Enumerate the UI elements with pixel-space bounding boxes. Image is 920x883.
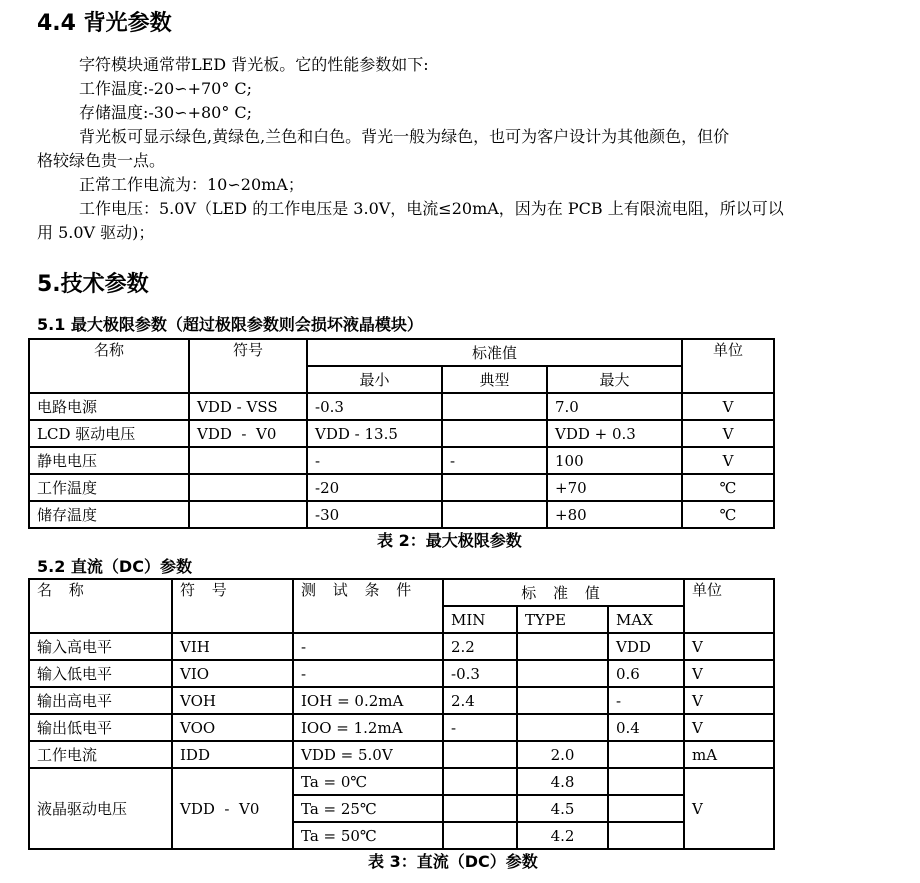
row-max [608, 795, 684, 822]
table-row [29, 633, 774, 660]
table-row [29, 501, 774, 528]
backlight-line-6: 正常工作电流为：10∽20mA； [79, 175, 304, 194]
row-unit: V [684, 714, 774, 741]
section-5-title: 5.技术参数 [37, 272, 149, 297]
row-max: - [608, 687, 684, 714]
row-max: +80 [547, 501, 682, 528]
header-min: 最小 [307, 366, 442, 393]
row-max: 0.4 [608, 714, 684, 741]
row-typ [442, 420, 547, 447]
table-row [29, 474, 774, 501]
row-typ: 4.8 [517, 768, 608, 795]
header-symbol: 符号 [189, 339, 307, 393]
row-typ [517, 633, 608, 660]
max-limits-table [28, 338, 775, 529]
row-unit: ℃ [682, 501, 774, 528]
backlight-line-1: 字符模块通常带LED 背光板。它的性能参数如下: [79, 55, 429, 74]
row-symbol: VIO [172, 660, 293, 687]
table-2-caption: 表 2：最大极限参数 [377, 531, 522, 550]
lcd-drive-symbol: VDD - V0 [172, 768, 293, 849]
table-row [29, 393, 774, 420]
row-name: 工作温度 [29, 474, 189, 501]
row-min: -30 [307, 501, 442, 528]
row-name: 输入低电平 [29, 660, 172, 687]
row-name: 工作电流 [29, 741, 172, 768]
row-condition: Ta = 50℃ [293, 822, 443, 849]
row-max [608, 768, 684, 795]
header-name: 名 称 [29, 579, 172, 633]
backlight-paragraph [37, 53, 892, 245]
lcd-drive-unit: V [684, 768, 774, 849]
row-typ [442, 474, 547, 501]
row-symbol [189, 447, 307, 474]
row-symbol [189, 474, 307, 501]
dc-params-table [28, 578, 775, 850]
row-max [608, 822, 684, 849]
row-unit: V [684, 660, 774, 687]
lcd-drive-name: 液晶驱动电压 [29, 768, 172, 849]
header-symbol: 符 号 [172, 579, 293, 633]
row-unit: V [684, 633, 774, 660]
row-symbol: VDD - V0 [189, 420, 307, 447]
backlight-line-2: 工作温度:-20∽+70° C; [79, 79, 253, 98]
row-condition: - [293, 660, 443, 687]
row-unit: V [682, 393, 774, 420]
row-max: 100 [547, 447, 682, 474]
header-standard: 标 准 值 [443, 579, 684, 606]
section-5-1-title: 5.1 最大极限参数（超过极限参数则会损坏液晶模块） [37, 315, 423, 334]
backlight-line-4: 背光板可显示绿色,黄绿色,兰色和白色。背光一般为绿色，也可为客户设计为其他颜色，但价 [79, 127, 730, 146]
row-symbol: VOO [172, 714, 293, 741]
header-name: 名称 [29, 339, 189, 393]
table-row [29, 447, 774, 474]
backlight-line-5: 格较绿色贵一点。 [37, 151, 166, 170]
table-row [29, 714, 774, 741]
row-symbol: VDD - VSS [189, 393, 307, 420]
row-condition: IOH = 0.2mA [293, 687, 443, 714]
backlight-line-8: 用 5.0V 驱动)； [37, 223, 155, 242]
row-min [443, 822, 517, 849]
row-min: VDD - 13.5 [307, 420, 442, 447]
row-min: - [307, 447, 442, 474]
row-symbol: VOH [172, 687, 293, 714]
backlight-line-7: 工作电压：5.0V（LED 的工作电压是 3.0V，电流≤20mA，因为在 PCB 上有限流电阻，所以可以 [79, 199, 784, 218]
row-min: - [443, 714, 517, 741]
backlight-line-3: 存储温度:-30∽+80° C; [79, 103, 253, 122]
row-name: 输出高电平 [29, 687, 172, 714]
row-condition: Ta = 25℃ [293, 795, 443, 822]
table-row [29, 420, 774, 447]
row-symbol: VIH [172, 633, 293, 660]
row-typ: - [442, 447, 547, 474]
row-name: 输出低电平 [29, 714, 172, 741]
table-3-caption: 表 3：直流（DC）参数 [368, 852, 538, 871]
row-symbol [189, 501, 307, 528]
row-unit: V [682, 447, 774, 474]
row-typ [517, 714, 608, 741]
row-unit: V [684, 687, 774, 714]
row-max: 0.6 [608, 660, 684, 687]
row-min: 2.4 [443, 687, 517, 714]
row-name: 静电电压 [29, 447, 189, 474]
row-min [443, 741, 517, 768]
header-unit: 单位 [682, 339, 774, 393]
row-condition: - [293, 633, 443, 660]
table-row [29, 660, 774, 687]
row-name: 电路电源 [29, 393, 189, 420]
header-condition: 测 试 条 件 [293, 579, 443, 633]
header-min: MIN [443, 606, 517, 633]
section-4-4-title: 4.4 背光参数 [37, 11, 172, 36]
row-symbol: IDD [172, 741, 293, 768]
row-min: 2.2 [443, 633, 517, 660]
row-min: -0.3 [443, 660, 517, 687]
row-typ: 2.0 [517, 741, 608, 768]
header-typ: TYPE [517, 606, 608, 633]
row-max [608, 741, 684, 768]
row-name: LCD 驱动电压 [29, 420, 189, 447]
row-typ: 4.2 [517, 822, 608, 849]
table-row [29, 741, 774, 768]
row-max: VDD [608, 633, 684, 660]
header-standard: 标准值 [307, 339, 682, 366]
row-name: 输入高电平 [29, 633, 172, 660]
row-condition: VDD = 5.0V [293, 741, 443, 768]
row-typ [517, 660, 608, 687]
row-min: -20 [307, 474, 442, 501]
table-row [29, 687, 774, 714]
row-unit: V [682, 420, 774, 447]
section-5-2-title: 5.2 直流（DC）参数 [37, 557, 192, 576]
row-unit: mA [684, 741, 774, 768]
row-typ: 4.5 [517, 795, 608, 822]
row-max: 7.0 [547, 393, 682, 420]
table-row [29, 768, 774, 795]
header-typ: 典型 [442, 366, 547, 393]
row-typ [517, 687, 608, 714]
header-unit: 单位 [684, 579, 774, 633]
row-typ [442, 393, 547, 420]
header-max: 最大 [547, 366, 682, 393]
row-min [443, 768, 517, 795]
row-max: VDD + 0.3 [547, 420, 682, 447]
row-unit: ℃ [682, 474, 774, 501]
row-condition: IOO = 1.2mA [293, 714, 443, 741]
row-condition: Ta = 0℃ [293, 768, 443, 795]
row-min: -0.3 [307, 393, 442, 420]
row-min [443, 795, 517, 822]
row-typ [442, 501, 547, 528]
row-max: +70 [547, 474, 682, 501]
header-max: MAX [608, 606, 684, 633]
row-name: 储存温度 [29, 501, 189, 528]
